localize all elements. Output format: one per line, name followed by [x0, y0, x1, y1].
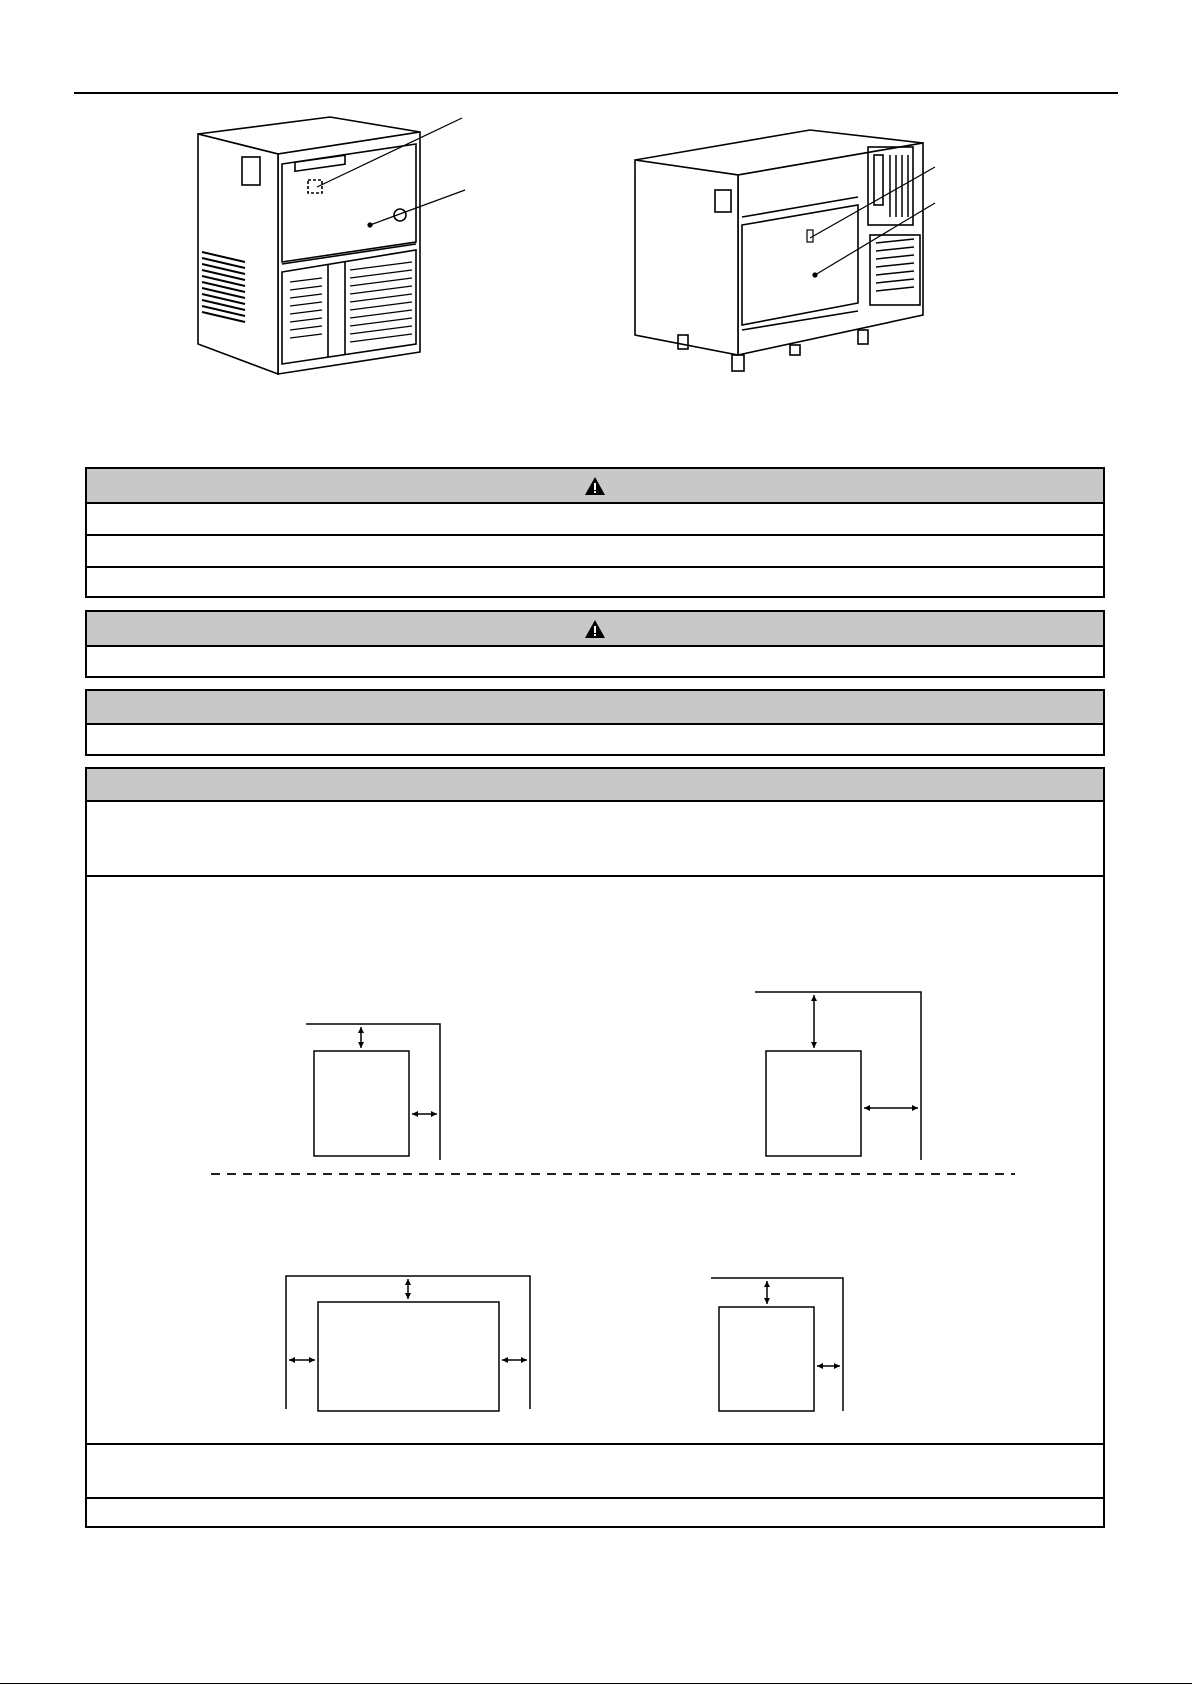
caution-header — [87, 612, 1103, 647]
clearance-footer-row — [87, 1445, 1103, 1499]
warning-row — [87, 504, 1103, 536]
warning-triangle-icon — [584, 619, 606, 639]
wall-outline — [755, 992, 921, 1160]
clearance-header — [87, 769, 1103, 802]
clearance-footer-row — [87, 1499, 1103, 1528]
clearance-diagram-area — [87, 877, 1103, 1445]
warning-box — [85, 467, 1105, 598]
unit-outline — [719, 1307, 814, 1411]
caution-box — [85, 610, 1105, 678]
notice-row — [87, 725, 1103, 754]
unit-outline — [766, 1051, 861, 1156]
clearance-intro — [87, 802, 1103, 877]
caution-row — [87, 647, 1103, 676]
clearance-box — [85, 767, 1105, 1528]
top-rule — [74, 92, 1118, 94]
warning-row — [87, 536, 1103, 568]
warning-row — [87, 568, 1103, 596]
page-bottom-edge — [0, 1683, 1192, 1684]
wall-outline — [711, 1278, 843, 1411]
notice-box — [85, 689, 1105, 756]
notice-header — [87, 691, 1103, 725]
wall-outline — [306, 1024, 440, 1160]
ice-machine-illustration-left — [190, 112, 480, 382]
warning-header — [87, 469, 1103, 504]
unit-outline — [314, 1051, 409, 1156]
ice-machine-illustration-right — [630, 125, 950, 385]
warning-triangle-icon — [584, 476, 606, 496]
clearance-diagrams — [87, 877, 1103, 1443]
unit-outline — [318, 1302, 499, 1411]
